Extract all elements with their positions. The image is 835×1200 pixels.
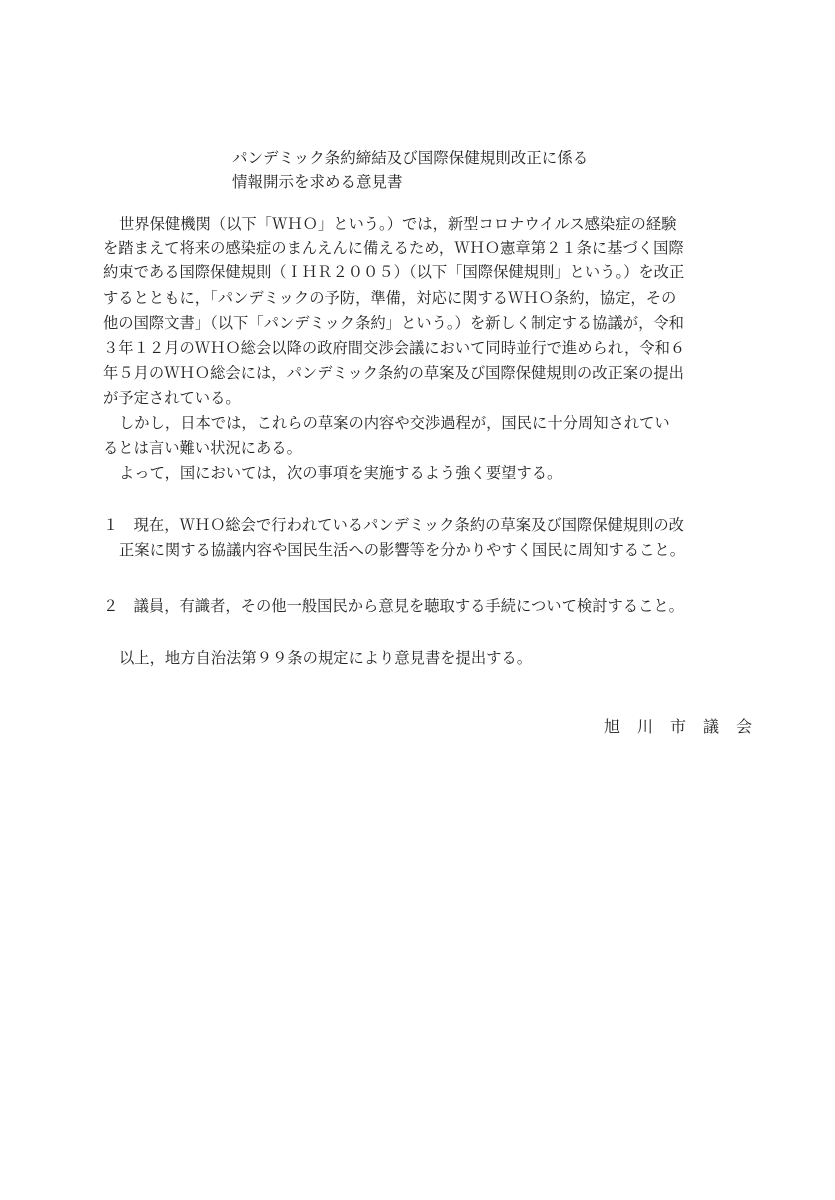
item-1-line-2: 正案に関する協議内容や国民生活への影響等を分かりやすく国民に周知すること。: [119, 541, 685, 559]
body-line: るとは言い難い状況にある。: [103, 439, 302, 457]
title-line-1: パンデミック条約締結及び国際保健規則改正に係る: [232, 149, 589, 167]
body-line: するとともに，「パンデミックの予防，準備，対応に関するＷＨＯ条約，協定，その: [103, 289, 677, 307]
closing-statement: 以上，地方自治法第９９条の規定により意見書を提出する。: [119, 649, 533, 667]
body-line: が予定されている。: [103, 389, 241, 407]
body-line: よって，国においては，次の事項を実施するよう強く要望する。: [119, 464, 563, 482]
body-line: を踏まえて将来の感染症のまんえんに備えるため，ＷＨＯ憲章第２１条に基づく国際: [103, 239, 684, 257]
body-line: 他の国際文書」（以下「パンデミック条約」という。）を新しく制定する協議が，令和: [103, 314, 684, 332]
document-title: [232, 146, 752, 194]
body-line: 年５月のＷＨＯ総会には，パンデミック条約の草案及び国際保健規則の改正案の提出: [103, 364, 684, 382]
title-line-2: 情報開示を求める意見書: [232, 173, 403, 191]
body-line: ３年１２月のＷＨＯ総会以降の政府間交渉会議において同時並行で進められ，令和６: [103, 339, 686, 357]
body-line: しかし，日本では，これらの草案の内容や交渉過程が，国民に十分周知されてい: [119, 414, 670, 432]
signature: 旭川市議会: [604, 717, 770, 736]
body-line: 約束である国際保健規則（ＩＨＲ２００５）（以下「国際保健規則」という。）を改正: [103, 263, 685, 281]
item-2-line-1: ２ 議員，有識者，その他一般国民から意見を聴取する手続について検討すること。: [103, 597, 684, 615]
item-1-line-1: １ 現在，ＷＨＯ総会で行われているパンデミック条約の草案及び国際保健規則の改: [103, 516, 684, 534]
body-line: 世界保健機関（以下「ＷＨＯ」という。）では，新型コロナウイルス感染症の経験: [119, 215, 677, 233]
